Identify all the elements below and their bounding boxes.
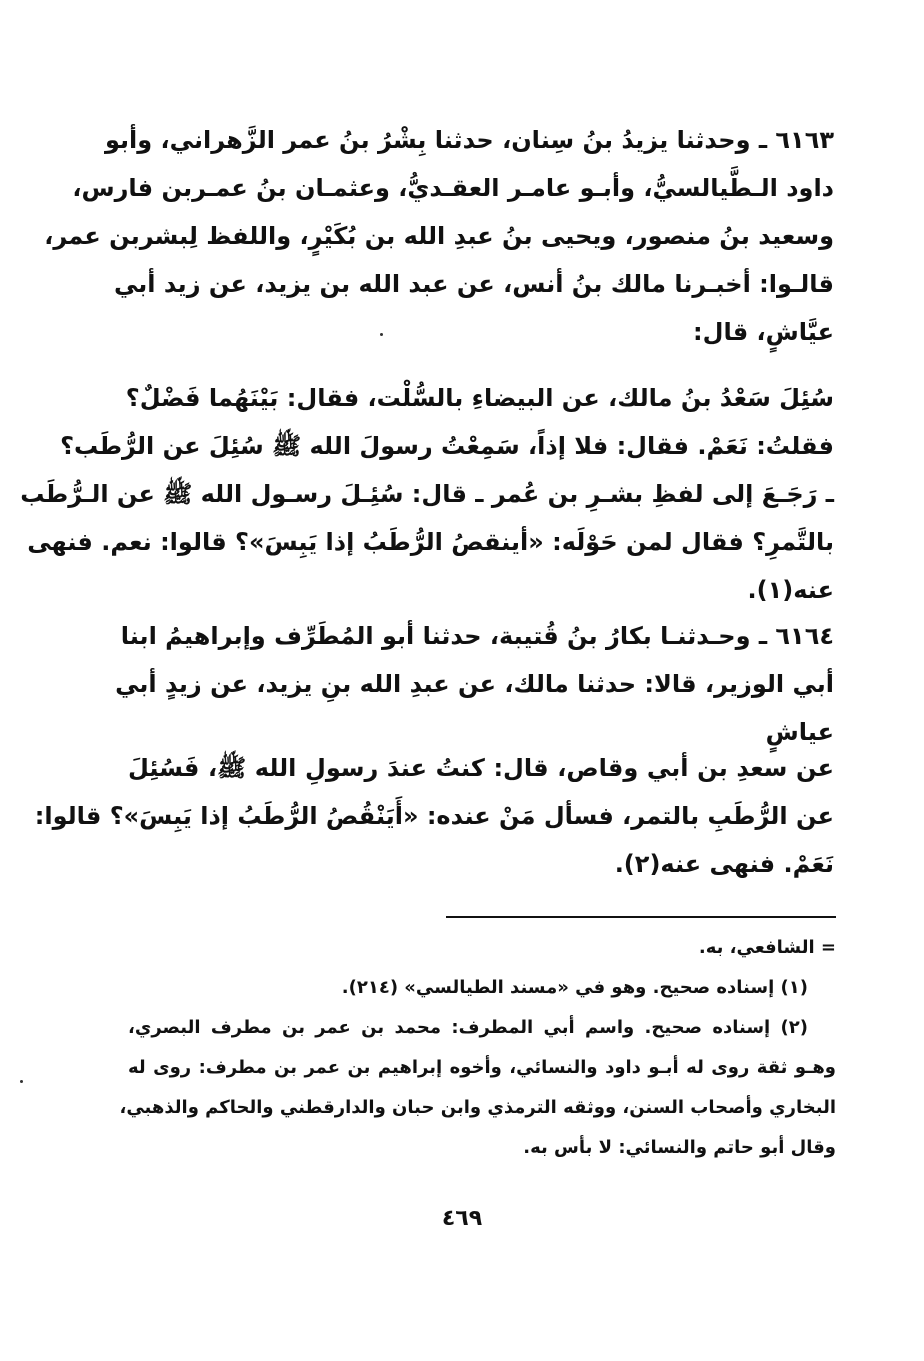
text-line: عن سعدِ بن أبي وقاص، قال: كنتُ عندَ رسولِ الله ﷺ، فَسُئِلَ <box>128 754 834 782</box>
footnote-2-line: البخاري وأصحاب السنن، ووثقه الترمذي وابن حبان والدارقطني والحاكم والذهبي، <box>119 1097 836 1118</box>
text-line: ٦١٦٣ ـ وحدثنا يزيدُ بنُ سِنان، حدثنا بِشْرُ بنُ عمر الزَّهراني، وأبو <box>105 126 834 154</box>
text-line: ٦١٦٤ ـ وحـدثنـا بكارُ بنُ قُتيبة، حدثنا أبو المُطَرِّف وإبراهيمُ ابنا <box>120 622 834 650</box>
text-line: عنه(١). <box>747 576 834 604</box>
footnote-continuation: = الشافعي، به. <box>698 937 836 958</box>
text-line: داود الـطَّيالسيُّ، وأبـو عامـر العقـديُّ، وعثمـان بنُ عمـربن فارس، <box>72 174 834 202</box>
text-line: أبي الوزير، قالا: حدثنا مالك، عن عبدِ الله بنِ يزيد، عن زيدٍ أبي <box>115 670 834 698</box>
text-line: نَعَمْ. فنهى عنه(٢). <box>614 850 834 878</box>
text-line: عن الرُّطَبِ بالتمر، فسأل مَنْ عنده: «أَيَنْقُصُ الرُّطَبُ إذا يَبِسَ»؟ قالوا: <box>34 802 834 830</box>
hadith-6163-paragraph <box>44 116 834 356</box>
footnote-2-line: وهـو ثقة روى له أبـو داود والنسائي، وأخوه إبراهيم بن عمر بن مطرف: روى له <box>128 1057 836 1078</box>
page-number: ٤٦٩ <box>441 1206 483 1231</box>
saad-narration-paragraph <box>20 374 834 614</box>
text-line: سُئِلَ سَعْدُ بنُ مالك، عن البيضاءِ بالسُّلْت، فقال: بَيْنَهُما فَضْلٌ؟ <box>125 384 834 412</box>
saad-ibn-abi-waqqas-paragraph <box>34 744 834 888</box>
hadith-6164-paragraph <box>115 612 834 756</box>
scan-speck <box>20 1080 23 1083</box>
text-line: بالتَّمرِ؟ فقال لمن حَوْلَه: «أينقصُ الرُّطَبُ إذا يَبِسَ»؟ قالوا: نعم. فنهى <box>27 528 834 556</box>
footnotes <box>119 928 836 1168</box>
text-line: عيَّاشٍ، قال: <box>693 318 834 346</box>
footnote-2-line: (٢) إسناده صحيح. واسم أبي المطرف: محمد بن عمر بن مطرف البصري، <box>128 1017 808 1038</box>
text-line: فقلتُ: نَعَمْ. فقال: فلا إذاً، سَمِعْتُ رسولَ الله ﷺ سُئِلَ عن الرُّطَب؟ <box>60 432 834 460</box>
text-line: قالـوا: أخبـرنا مالك بنُ أنس، عن عبد الله بن يزيد، عن زيد أبي <box>113 270 834 298</box>
text-line: عياشٍ <box>765 718 834 746</box>
text-line: وسعيد بنُ منصور، ويحيى بنُ عبدِ الله بن بُكَيْرٍ، واللفظ لِبشربن عمر، <box>44 222 834 250</box>
footnote-2-line: وقال أبو حاتم والنسائي: لا بأس به. <box>523 1137 836 1158</box>
scan-speck <box>380 333 383 336</box>
footnote-1: (١) إسناده صحيح. وهو في «مسند الطيالسي» (٢١٤). <box>341 977 808 998</box>
footnote-separator <box>446 916 836 918</box>
text-line: ـ رَجَـعَ إلى لفظِ بشـرِ بن عُمر ـ قال: سُئِـلَ رسـول الله ﷺ عن الـرُّطَب <box>20 480 834 508</box>
